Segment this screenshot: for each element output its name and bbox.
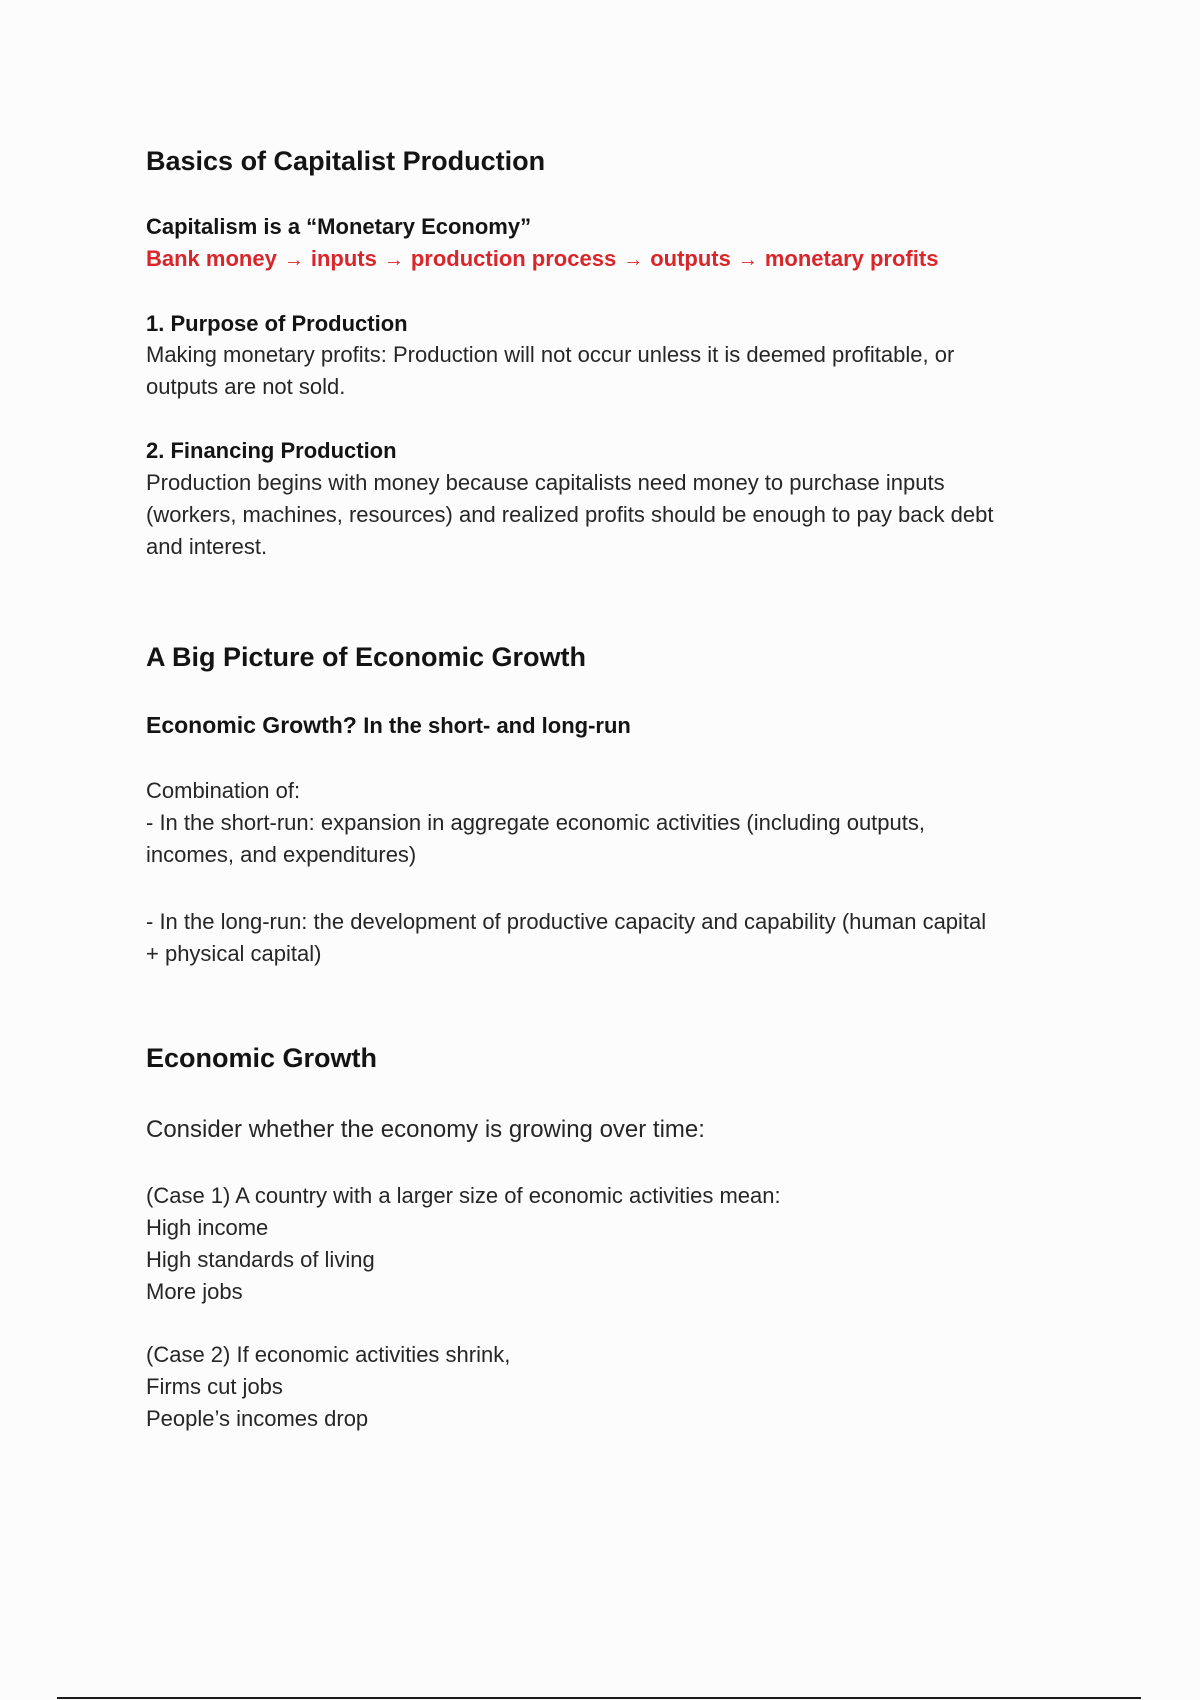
- flow-arrow-icon: →: [623, 249, 644, 271]
- paragraph-line: + physical capital): [146, 941, 322, 966]
- paragraph-line: incomes, and expenditures): [146, 842, 417, 867]
- list-item: More jobs: [146, 1279, 243, 1304]
- growth-question-main: Economic Growth?: [146, 712, 357, 738]
- paragraph-line: Production begins with money because capitalists need money to purchase inputs: [146, 470, 945, 495]
- paragraph-line: outputs are not sold.: [146, 374, 346, 399]
- case2-paragraph: [146, 1339, 510, 1435]
- section-title-big-picture: A Big Picture of Economic Growth: [146, 642, 587, 672]
- list-item: People’s incomes drop: [146, 1406, 369, 1431]
- page-bottom-rule: [57, 1697, 1141, 1699]
- flow-arrow-icon: →: [383, 249, 404, 271]
- flow-step-monetary-profits: monetary profits: [764, 246, 939, 271]
- paragraph-line: - In the short-run: expansion in aggregate economic activities (including outputs,: [146, 810, 925, 835]
- paragraph-line: (Case 2) If economic activities shrink,: [146, 1342, 511, 1367]
- financing-heading: 2. Financing Production: [146, 438, 397, 463]
- long-run-paragraph: [146, 906, 986, 970]
- flow-step-production-process: production process: [410, 246, 617, 271]
- purpose-paragraph: [146, 339, 954, 403]
- list-item: Firms cut jobs: [146, 1374, 283, 1399]
- purpose-heading: 1. Purpose of Production: [146, 311, 408, 336]
- list-item: High income: [146, 1215, 269, 1240]
- paragraph-line: (workers, machines, resources) and realized profits should be enough to pay back debt: [146, 502, 994, 527]
- case1-paragraph: [146, 1180, 781, 1308]
- paragraph-line: Combination of:: [146, 778, 301, 803]
- flow-arrow-icon: →: [283, 249, 304, 271]
- paragraph-line: - In the long-run: the development of productive capacity and capability (human capital: [146, 909, 987, 934]
- paragraph-line: and interest.: [146, 534, 268, 559]
- monetary-economy-heading: Capitalism is a “Monetary Economy”: [146, 214, 532, 239]
- growth-question-sub: In the short- and long-run: [363, 713, 631, 738]
- flow-arrow-icon: →: [737, 249, 758, 271]
- paragraph-line: Making monetary profits: Production will not occur unless it is deemed profitable, or: [146, 342, 955, 367]
- growth-question-heading: [146, 712, 631, 739]
- flow-step-bank-money: Bank money: [146, 246, 277, 271]
- section-title-economic-growth: Economic Growth: [146, 1043, 378, 1073]
- combination-paragraph: [146, 775, 925, 871]
- financing-paragraph: [146, 467, 993, 563]
- growth-prompt: Consider whether the economy is growing over time:: [146, 1116, 705, 1143]
- production-flow: [146, 246, 938, 272]
- paragraph-line: (Case 1) A country with a larger size of economic activities mean:: [146, 1183, 781, 1208]
- list-item: High standards of living: [146, 1247, 375, 1272]
- section-title-capitalist-production: Basics of Capitalist Production: [146, 146, 546, 176]
- flow-step-inputs: inputs: [310, 246, 377, 271]
- flow-step-outputs: outputs: [650, 246, 731, 271]
